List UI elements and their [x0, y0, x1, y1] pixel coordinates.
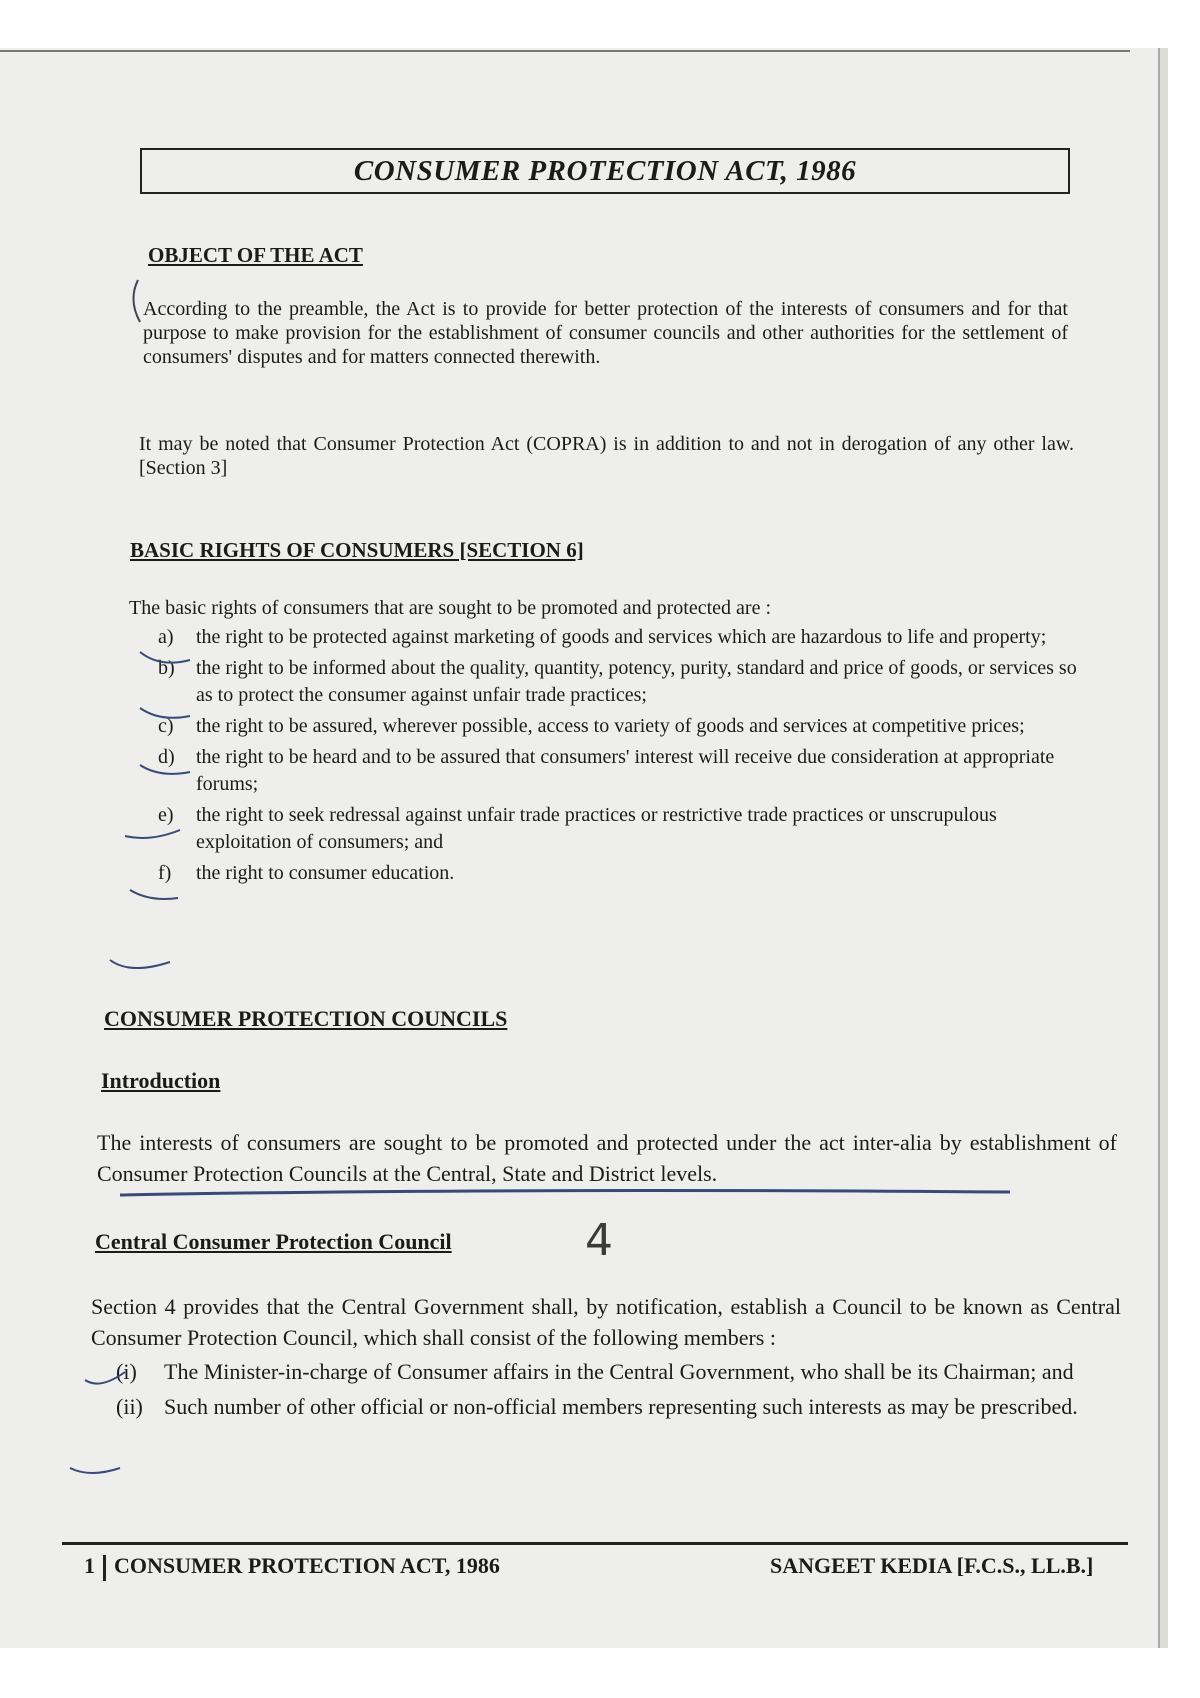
list-text: the right to be informed about the quality, quantity, potency, purity, standard and price of goods, or services so as to protect the consumer against unfair trade practices; — [196, 657, 1077, 706]
object-paragraph-1: According to the preamble, the Act is to provide for better protection of the interests of consumers and for that purpose to make provision for the establishment of consumer councils and other authorities for the settlement of consumers' disputes and for matters connected therewith. — [143, 298, 1068, 368]
footer-right: SANGEET KEDIA [F.C.S., LL.B.] — [770, 1553, 1094, 1578]
pen-bracket — [133, 280, 140, 322]
pen-tick — [140, 765, 190, 774]
list-marker: (ii) — [116, 1394, 143, 1419]
pen-tick — [140, 652, 190, 663]
object-heading: OBJECT OF THE ACT — [148, 243, 363, 267]
pen-tick — [85, 1372, 125, 1384]
page-number: 1 — [84, 1553, 95, 1578]
pen-tick — [70, 1468, 120, 1473]
list-marker: a) — [158, 626, 174, 648]
list-text: the right to consumer education. — [196, 862, 455, 884]
list-marker: b) — [158, 657, 175, 679]
councils-heading: CONSUMER PROTECTION COUNCILS — [104, 1006, 508, 1031]
list-text: the right to be assured, wherever possible, access to variety of goods and services at competitive prices; — [196, 715, 1025, 737]
central-council-paragraph: Section 4 provides that the Central Government shall, by notification, establish a Council to be known as Central Consumer Protection Council, which shall consist of the following members : — [91, 1294, 1121, 1350]
pen-underline — [120, 1191, 1010, 1195]
pen-tick — [110, 960, 170, 968]
pen-tick — [140, 708, 190, 718]
list-marker: d) — [158, 746, 175, 768]
pen-tick — [125, 830, 180, 838]
introduction-paragraph: The interests of consumers are sought to be promoted and protected under the act inter-alia by establishment of Consumer Protection Councils at the Central, State and District levels. — [97, 1130, 1117, 1186]
list-text: the right to seek redressal against unfair trade practices or restrictive trade practices or unscrupulous exploitation of consumers; and — [196, 804, 997, 853]
rights-intro: The basic rights of consumers that are sought to be promoted and protected are : — [129, 597, 772, 619]
list-marker: f) — [158, 862, 172, 884]
list-marker: (i) — [116, 1359, 137, 1384]
central-council-heading: Central Consumer Protection Council — [95, 1229, 452, 1254]
list-marker: e) — [158, 804, 174, 826]
document-title: CONSUMER PROTECTION ACT, 1986 — [353, 154, 857, 187]
list-text: the right to be protected against marketing of goods and services which are hazardous to life and property; — [196, 626, 1047, 648]
object-paragraph-2: It may be noted that Consumer Protection Act (COPRA) is in addition to and not in derogation of any other law. [Section 3] — [139, 433, 1074, 479]
pen-tick — [130, 890, 178, 899]
list-text: Such number of other official or non-official members representing such interests as may be prescribed. — [164, 1394, 1078, 1419]
list-text: The Minister-in-charge of Consumer affairs in the Central Government, who shall be its Chairman; and — [164, 1359, 1074, 1384]
list-marker: c) — [158, 715, 174, 737]
handwritten-note: 4 — [585, 1215, 613, 1266]
rights-heading: BASIC RIGHTS OF CONSUMERS [SECTION 6] — [130, 538, 584, 562]
list-text: the right to be heard and to be assured that consumers' interest will receive due consideration at appropriate forums; — [196, 746, 1055, 795]
introduction-heading: Introduction — [101, 1068, 221, 1093]
footer-left-text: CONSUMER PROTECTION ACT, 1986 — [114, 1553, 500, 1578]
